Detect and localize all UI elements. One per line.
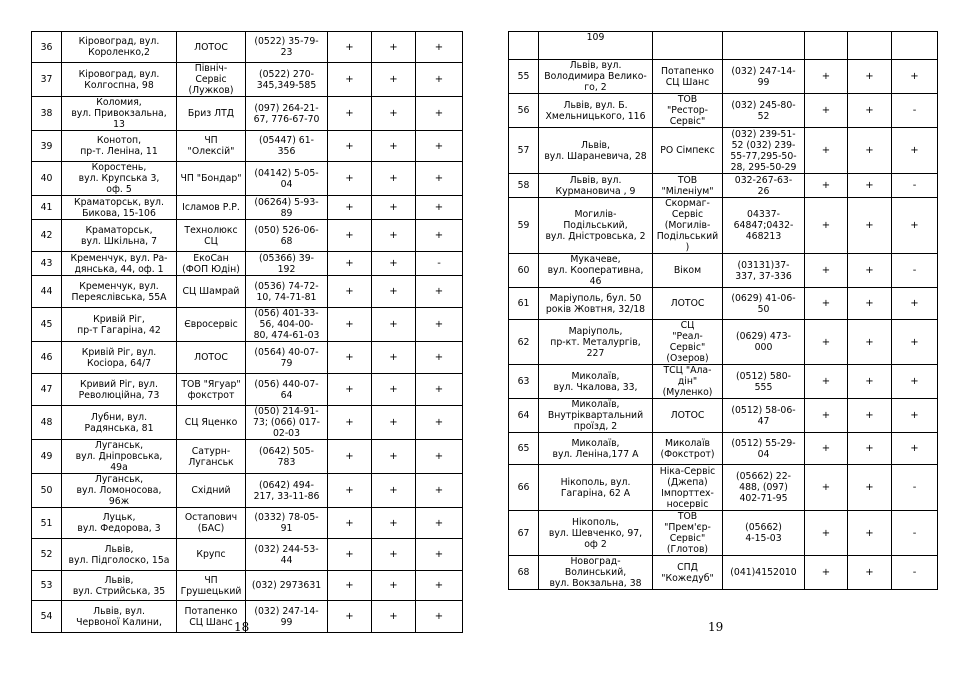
phone-cell <box>723 32 805 60</box>
address-cell: Лубни, вул. Радянська, 81 <box>62 406 177 440</box>
availability-mark: + <box>416 601 463 633</box>
availability-mark: + <box>805 174 848 198</box>
availability-mark: - <box>892 254 938 288</box>
company-cell: ЛОТОС <box>653 399 723 433</box>
table-row <box>509 254 938 288</box>
company-cell: ТОВ "Прем'єр- Сервіс" (Глотов) <box>653 511 723 556</box>
table-row <box>32 539 463 571</box>
availability-mark: + <box>805 198 848 254</box>
phone-cell: (0629) 41-06- 50 <box>723 288 805 320</box>
availability-mark: + <box>805 365 848 399</box>
table-row <box>32 32 463 63</box>
availability-mark: + <box>372 601 416 633</box>
company-cell: ТОВ "Рестор- Сервіс" <box>653 94 723 128</box>
table-row <box>32 97 463 131</box>
company-cell: ЛОТОС <box>653 288 723 320</box>
company-cell: СЦ "Реал- Сервіс" (Озеров) <box>653 320 723 365</box>
address-cell: Мукачеве, вул. Кооперативна, 46 <box>539 254 653 288</box>
availability-mark: + <box>328 276 372 308</box>
company-cell: СПД "Кожедуб" <box>653 556 723 590</box>
row-number: 46 <box>32 342 62 374</box>
company-cell: Віком <box>653 254 723 288</box>
availability-mark: + <box>372 571 416 601</box>
address-cell: Кременчук, вул. Переяслівська, 55А <box>62 276 177 308</box>
availability-mark: + <box>372 32 416 63</box>
availability-mark: + <box>372 539 416 571</box>
page-number: 18 <box>234 620 250 634</box>
availability-mark <box>805 32 848 60</box>
availability-mark: + <box>848 365 892 399</box>
availability-mark: + <box>372 63 416 97</box>
phone-cell: (056) 401-33- 56, 404-00- 80, 474-61-03 <box>246 308 328 342</box>
availability-mark: + <box>416 220 463 252</box>
availability-mark: + <box>416 571 463 601</box>
address-cell: Львів, вул. Курмановича , 9 <box>539 174 653 198</box>
row-number: 54 <box>32 601 62 633</box>
availability-mark: + <box>416 63 463 97</box>
availability-mark: + <box>805 511 848 556</box>
table-row <box>509 465 938 511</box>
availability-mark: + <box>416 539 463 571</box>
availability-mark: - <box>892 511 938 556</box>
address-cell: Новоград- Волинський, вул. Вокзальна, 38 <box>539 556 653 590</box>
company-cell: Бриз ЛТД <box>177 97 246 131</box>
company-cell: РО Сімпекс <box>653 128 723 174</box>
availability-mark: + <box>372 220 416 252</box>
availability-mark: + <box>805 399 848 433</box>
table-row <box>32 308 463 342</box>
company-cell: Потапенко СЦ Шанс <box>653 60 723 94</box>
row-number: 41 <box>32 196 62 220</box>
address-cell: Коростень, вул. Крупська 3, оф. 5 <box>62 162 177 196</box>
availability-mark: + <box>848 511 892 556</box>
address-cell: Кривій Ріг, вул. Косіора, 64/7 <box>62 342 177 374</box>
table-row <box>509 288 938 320</box>
availability-mark: + <box>848 94 892 128</box>
company-cell: Ніка-Сервіс (Джепа) Імпорттех- носервіс <box>653 465 723 511</box>
availability-mark: + <box>328 508 372 539</box>
row-number: 57 <box>509 128 539 174</box>
availability-mark: + <box>372 474 416 508</box>
service-centers-table-right <box>508 31 938 590</box>
availability-mark: - <box>416 252 463 276</box>
phone-cell: (032) 247-14- 99 <box>723 60 805 94</box>
row-number: 59 <box>509 198 539 254</box>
address-cell: Коломия, вул. Привокзальна, 13 <box>62 97 177 131</box>
availability-mark: + <box>416 97 463 131</box>
availability-mark: + <box>372 276 416 308</box>
company-cell: ТОВ "Міленіум" <box>653 174 723 198</box>
row-number: 56 <box>509 94 539 128</box>
address-cell: Львів, вул. Б. Хмельницького, 116 <box>539 94 653 128</box>
row-number: 48 <box>32 406 62 440</box>
availability-mark: - <box>892 556 938 590</box>
row-number: 61 <box>509 288 539 320</box>
availability-mark: + <box>416 508 463 539</box>
availability-mark: + <box>848 399 892 433</box>
company-cell: ЧП Грушецький <box>177 571 246 601</box>
row-number: 62 <box>509 320 539 365</box>
address-cell: Кривій Ріг, пр-т Гагаріна, 42 <box>62 308 177 342</box>
row-number: 47 <box>32 374 62 406</box>
table-row <box>509 94 938 128</box>
availability-mark: + <box>328 32 372 63</box>
availability-mark: + <box>848 254 892 288</box>
row-number <box>509 32 539 60</box>
phone-cell: (050) 526-06- 68 <box>246 220 328 252</box>
company-cell: СЦ Яценко <box>177 406 246 440</box>
availability-mark: + <box>416 32 463 63</box>
availability-mark: + <box>328 571 372 601</box>
address-cell: Миколаїв, вул. Чкалова, 33, <box>539 365 653 399</box>
address-cell: Львів, вул. Стрийська, 35 <box>62 571 177 601</box>
availability-mark: + <box>328 220 372 252</box>
phone-cell: 04337- 64847;0432- 468213 <box>723 198 805 254</box>
table-row <box>509 198 938 254</box>
availability-mark: + <box>372 308 416 342</box>
availability-mark: - <box>892 465 938 511</box>
availability-mark: + <box>416 440 463 474</box>
availability-mark: + <box>805 94 848 128</box>
availability-mark: + <box>372 131 416 162</box>
phone-cell: (032) 2973631 <box>246 571 328 601</box>
availability-mark: + <box>372 162 416 196</box>
left-page <box>31 31 462 633</box>
availability-mark: + <box>372 196 416 220</box>
table-row <box>509 32 938 60</box>
phone-cell: (03131)37- 337, 37-336 <box>723 254 805 288</box>
phone-cell: (0332) 78-05- 91 <box>246 508 328 539</box>
availability-mark: + <box>416 196 463 220</box>
availability-mark: + <box>416 474 463 508</box>
availability-mark <box>848 32 892 60</box>
phone-cell: (0642) 505- 783 <box>246 440 328 474</box>
availability-mark: + <box>848 128 892 174</box>
phone-cell: (050) 214-91- 73; (066) 017- 02-03 <box>246 406 328 440</box>
availability-mark: + <box>328 406 372 440</box>
availability-mark: + <box>892 288 938 320</box>
availability-mark: + <box>892 320 938 365</box>
address-cell: Львів, вул. Шараневича, 28 <box>539 128 653 174</box>
availability-mark: + <box>328 308 372 342</box>
company-cell: ЕкоСан (ФОП Юдін) <box>177 252 246 276</box>
phone-cell: (0564) 40-07- 79 <box>246 342 328 374</box>
company-cell: Скормаг- Сервіс (Могилів- Подільський) <box>653 198 723 254</box>
company-cell: Миколаїв (Фокстрот) <box>653 433 723 465</box>
table-row <box>32 131 463 162</box>
company-cell: Євросервіс <box>177 308 246 342</box>
availability-mark <box>892 32 938 60</box>
table-row <box>32 374 463 406</box>
company-cell: ЛОТОС <box>177 342 246 374</box>
availability-mark: + <box>848 433 892 465</box>
row-number: 52 <box>32 539 62 571</box>
service-centers-table-left <box>31 31 463 633</box>
page-number: 19 <box>708 620 724 634</box>
company-cell: Технолюкс СЦ <box>177 220 246 252</box>
availability-mark: + <box>416 374 463 406</box>
table-row <box>509 556 938 590</box>
phone-cell: (05662) 22- 488, (097) 402-71-95 <box>723 465 805 511</box>
availability-mark: + <box>848 60 892 94</box>
table-row <box>509 320 938 365</box>
availability-mark: + <box>328 131 372 162</box>
availability-mark: + <box>892 128 938 174</box>
address-cell: Львів, вул. Підголоско, 15а <box>62 539 177 571</box>
company-cell: ЧП "Бондар" <box>177 162 246 196</box>
table-row <box>509 174 938 198</box>
availability-mark: + <box>805 465 848 511</box>
phone-cell: (04142) 5-05- 04 <box>246 162 328 196</box>
company-cell: СЦ Шамрай <box>177 276 246 308</box>
address-cell: 109 <box>539 32 653 60</box>
address-cell: Кременчук, вул. Ра- дянська, 44, оф. 1 <box>62 252 177 276</box>
row-number: 67 <box>509 511 539 556</box>
table-row <box>32 252 463 276</box>
availability-mark: + <box>848 198 892 254</box>
company-cell: Крупс <box>177 539 246 571</box>
table-row <box>509 60 938 94</box>
company-cell: ТСЦ "Ала- дін" (Муленко) <box>653 365 723 399</box>
company-cell: Остапович (БАС) <box>177 508 246 539</box>
availability-mark: + <box>848 556 892 590</box>
row-number: 50 <box>32 474 62 508</box>
availability-mark: + <box>372 374 416 406</box>
address-cell: Кривий Ріг, вул. Революційна, 73 <box>62 374 177 406</box>
table-row <box>509 433 938 465</box>
address-cell: Маріуполь, пр-кт. Металургів, 227 <box>539 320 653 365</box>
address-cell: Львів, вул. Володимира Велико- го, 2 <box>539 60 653 94</box>
availability-mark: + <box>372 252 416 276</box>
phone-cell: (0512) 580- 555 <box>723 365 805 399</box>
table-row <box>32 440 463 474</box>
availability-mark: + <box>328 97 372 131</box>
table-row <box>32 571 463 601</box>
row-number: 37 <box>32 63 62 97</box>
row-number: 44 <box>32 276 62 308</box>
phone-cell: (0522) 35-79- 23 <box>246 32 328 63</box>
address-cell: Кіровоград, вул. Короленко,2 <box>62 32 177 63</box>
phone-cell: (041)4152010 <box>723 556 805 590</box>
address-cell: Нікополь, вул. Гагаріна, 62 А <box>539 465 653 511</box>
phone-cell: 032-267-63- 26 <box>723 174 805 198</box>
row-number: 36 <box>32 32 62 63</box>
availability-mark: + <box>805 320 848 365</box>
table-row <box>509 365 938 399</box>
phone-cell: (032) 247-14- 99 <box>246 601 328 633</box>
availability-mark: - <box>892 174 938 198</box>
availability-mark: + <box>416 308 463 342</box>
phone-cell: (06264) 5-93- 89 <box>246 196 328 220</box>
phone-cell: (0536) 74-72- 10, 74-71-81 <box>246 276 328 308</box>
availability-mark: + <box>892 198 938 254</box>
phone-cell: (0512) 55-29- 04 <box>723 433 805 465</box>
row-number: 38 <box>32 97 62 131</box>
availability-mark: + <box>805 60 848 94</box>
row-number: 49 <box>32 440 62 474</box>
phone-cell: (05662) 4-15-03 <box>723 511 805 556</box>
availability-mark: + <box>805 433 848 465</box>
table-row <box>509 399 938 433</box>
phone-cell: (056) 440-07- 64 <box>246 374 328 406</box>
row-number: 58 <box>509 174 539 198</box>
row-number: 60 <box>509 254 539 288</box>
availability-mark: + <box>416 162 463 196</box>
availability-mark: + <box>805 556 848 590</box>
row-number: 68 <box>509 556 539 590</box>
availability-mark: + <box>892 433 938 465</box>
availability-mark: + <box>328 601 372 633</box>
table-row <box>32 474 463 508</box>
address-cell: Миколаїв, Внутріквартальний проїзд, 2 <box>539 399 653 433</box>
availability-mark: + <box>848 288 892 320</box>
table-row <box>509 128 938 174</box>
table-row <box>32 276 463 308</box>
availability-mark: + <box>372 97 416 131</box>
availability-mark: + <box>892 399 938 433</box>
table-row <box>32 162 463 196</box>
table-row <box>32 196 463 220</box>
phone-cell: (097) 264-21- 67, 776-67-70 <box>246 97 328 131</box>
address-cell: Миколаїв, вул. Леніна,177 А <box>539 433 653 465</box>
right-page <box>508 31 937 590</box>
availability-mark: + <box>416 276 463 308</box>
phone-cell: (032) 239-51- 52 (032) 239- 55-77,295-50- 28, 295-50-29 <box>723 128 805 174</box>
table-row <box>32 342 463 374</box>
availability-mark: - <box>892 94 938 128</box>
address-cell: Краматорськ, вул. Бикова, 15-106 <box>62 196 177 220</box>
availability-mark: + <box>328 252 372 276</box>
availability-mark: + <box>848 320 892 365</box>
phone-cell: (032) 244-53- 44 <box>246 539 328 571</box>
address-cell: Маріуполь, бул. 50 років Жовтня, 32/18 <box>539 288 653 320</box>
row-number: 39 <box>32 131 62 162</box>
availability-mark: + <box>328 440 372 474</box>
row-number: 63 <box>509 365 539 399</box>
availability-mark: + <box>328 63 372 97</box>
company-cell: ЧП "Олексій" <box>177 131 246 162</box>
availability-mark: + <box>848 174 892 198</box>
address-cell: Могилів- Подільський, вул. Дністровська, 2 <box>539 198 653 254</box>
phone-cell: (0522) 270- 345,349-585 <box>246 63 328 97</box>
availability-mark: + <box>372 342 416 374</box>
row-number: 53 <box>32 571 62 601</box>
company-cell: Східний <box>177 474 246 508</box>
phone-cell: (05447) 61- 356 <box>246 131 328 162</box>
row-number: 40 <box>32 162 62 196</box>
availability-mark: + <box>372 440 416 474</box>
address-cell: Кіровоград, вул. Колгоспна, 98 <box>62 63 177 97</box>
availability-mark: + <box>805 254 848 288</box>
row-number: 66 <box>509 465 539 511</box>
row-number: 43 <box>32 252 62 276</box>
company-cell: ЛОТОС <box>177 32 246 63</box>
address-cell: Конотоп, пр-т. Леніна, 11 <box>62 131 177 162</box>
table-row <box>32 220 463 252</box>
row-number: 65 <box>509 433 539 465</box>
company-cell: ТОВ "Ягуар" фокстрот <box>177 374 246 406</box>
phone-cell: (05366) 39- 192 <box>246 252 328 276</box>
availability-mark: + <box>416 406 463 440</box>
phone-cell: (0512) 58-06- 47 <box>723 399 805 433</box>
address-cell: Нікополь, вул. Шевченко, 97, оф 2 <box>539 511 653 556</box>
availability-mark: + <box>892 60 938 94</box>
availability-mark: + <box>805 288 848 320</box>
phone-cell: (032) 245-80- 52 <box>723 94 805 128</box>
address-cell: Краматорськ, вул. Шкільна, 7 <box>62 220 177 252</box>
row-number: 51 <box>32 508 62 539</box>
row-number: 42 <box>32 220 62 252</box>
availability-mark: + <box>805 128 848 174</box>
company-cell: Потапенко СЦ Шанс <box>177 601 246 633</box>
address-cell: Луцьк, вул. Федорова, 3 <box>62 508 177 539</box>
availability-mark: + <box>848 465 892 511</box>
availability-mark: + <box>328 474 372 508</box>
row-number: 55 <box>509 60 539 94</box>
phone-cell: (0629) 473- 000 <box>723 320 805 365</box>
row-number: 45 <box>32 308 62 342</box>
address-cell: Луганськ, вул. Ломоносова, 96ж <box>62 474 177 508</box>
phone-cell: (0642) 494- 217, 33-11-86 <box>246 474 328 508</box>
availability-mark: + <box>328 342 372 374</box>
company-cell: Сатурн- Луганськ <box>177 440 246 474</box>
availability-mark: + <box>328 196 372 220</box>
address-cell: Луганськ, вул. Дніпровська, 49а <box>62 440 177 474</box>
row-number: 64 <box>509 399 539 433</box>
availability-mark: + <box>416 342 463 374</box>
availability-mark: + <box>372 406 416 440</box>
table-row <box>32 508 463 539</box>
availability-mark: + <box>328 162 372 196</box>
availability-mark: + <box>372 508 416 539</box>
availability-mark: + <box>892 365 938 399</box>
table-row <box>32 63 463 97</box>
availability-mark: + <box>328 374 372 406</box>
company-cell <box>653 32 723 60</box>
company-cell: Північ- Сервіс (Лужков) <box>177 63 246 97</box>
availability-mark: + <box>416 131 463 162</box>
availability-mark: + <box>328 539 372 571</box>
address-cell: Львів, вул. Червоної Калини, <box>62 601 177 633</box>
table-row <box>509 511 938 556</box>
company-cell: Ісламов Р.Р. <box>177 196 246 220</box>
table-row <box>32 406 463 440</box>
